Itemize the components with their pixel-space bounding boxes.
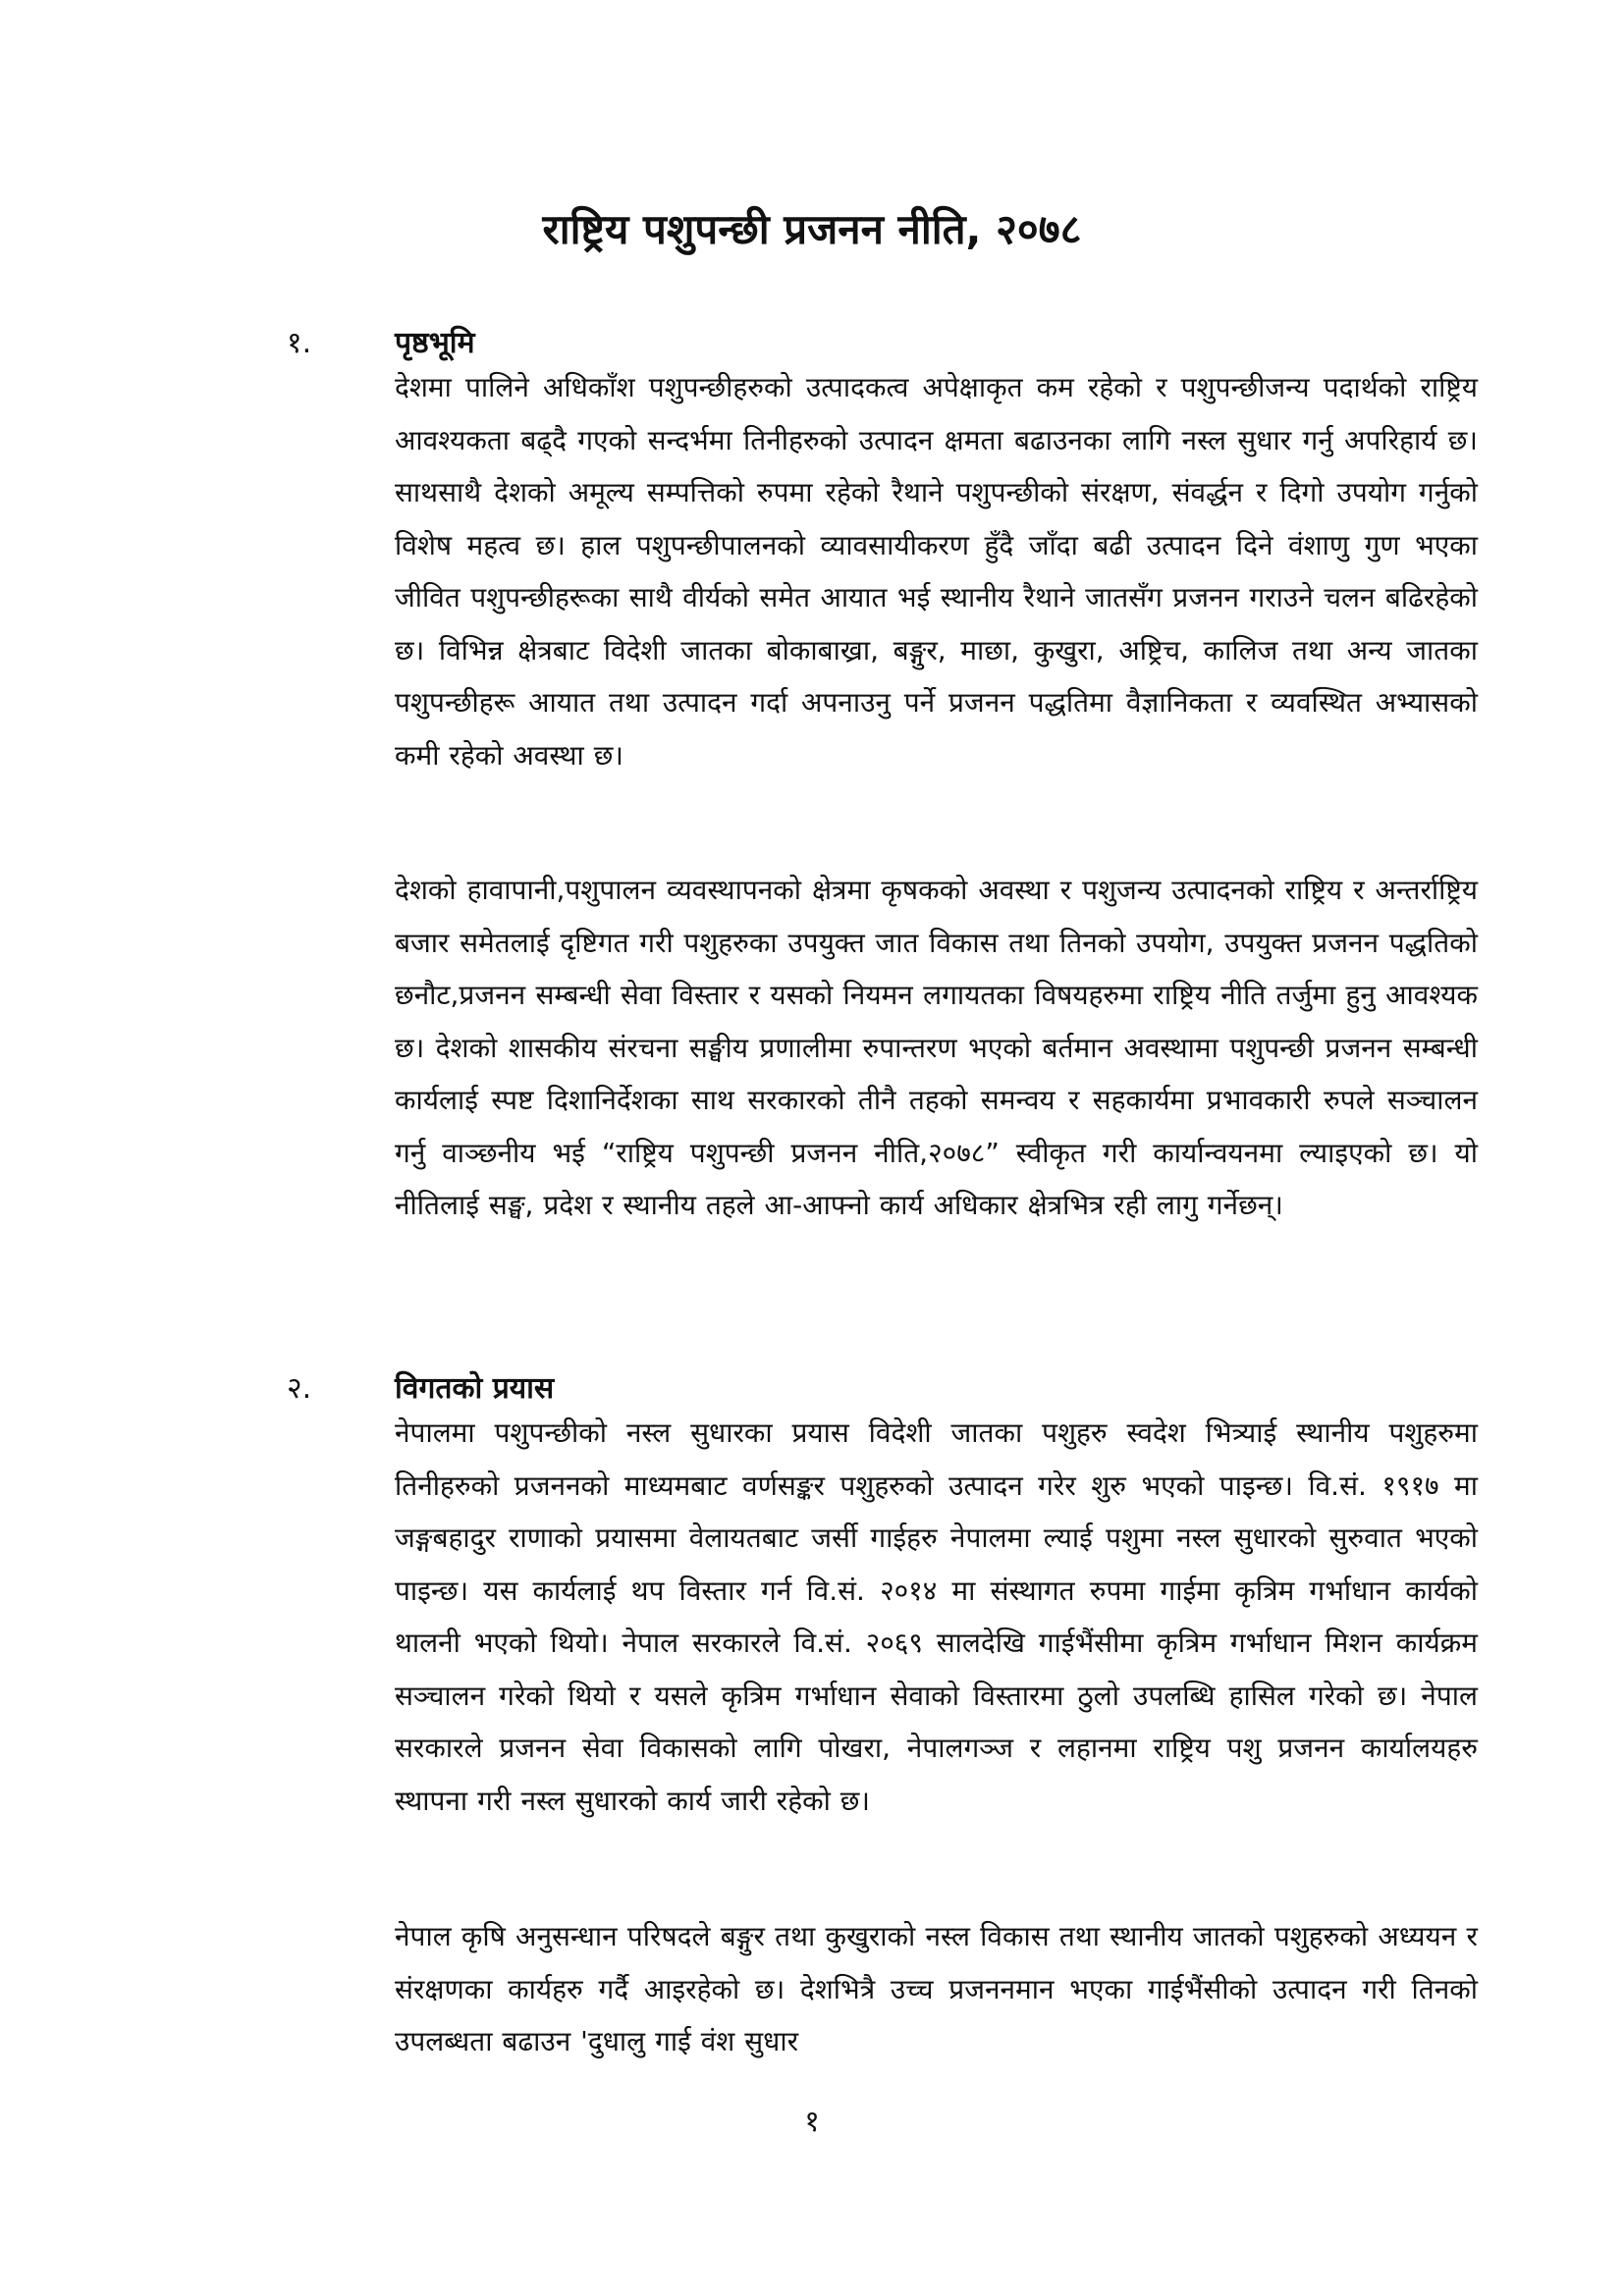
- page-number: १: [804, 2105, 820, 2139]
- paragraph: देशको हावापानी,पशुपालन व्यवस्थापनको क्षेत्रमा कृषकको अवस्था र पशुजन्य उत्पादनको राष्ट्रिय र अन्तर्राष्ट्रिय बजार समेतलाई दृष्टिगत गरी पशुहरुका उपयुक्त जात विकास तथा तिनको उपयोग, उपयुक्त प्रजनन पद्धतिको छनौट,प्रजनन सम्बन्धी सेवा विस्तार र यसको नियमन लगायतका विषयहरुमा राष्ट्रिय नीति तर्जुमा हुनु आवश्यक छ। देशको शासकीय संरचना सङ्घीय प्रणालीमा रुपान्तरण भएको बर्तमान अवस्थामा पशुपन्छी प्रजनन सम्बन्धी कार्यलाई स्पष्ट दिशानिर्देशका साथ सरकारको तीनै तहको समन्वय र सहकार्यमा प्रभावकारी रुपले सञ्चालन गर्नु वाञ्छनीय भई “राष्ट्रिय पशुपन्छी प्रजनन नीति,२०७८” स्वीकृत गरी कार्यान्वयनमा ल्याइएको छ। यो नीतिलाई सङ्घ, प्रदेश र स्थानीय तहले आ-आफ्नो कार्य अधिकार क्षेत्रभित्र रही लागु गर्नेछन्।: [395, 874, 1478, 1221]
- section-heading: विगतको प्रयास: [395, 1371, 555, 1406]
- paragraph: नेपाल कृषि अनुसन्धान परिषदले बङ्गुर तथा कुखुराको नस्ल विकास तथा स्थानीय जातको पशुहरुको अध्ययन र संरक्षणका कार्यहरु गर्दै आइरहेको छ। देशभित्रै उच्च प्रजननमान भएका गाईभैंसीको उत्पादन गरी तिनको उपलब्धता बढाउन 'दुधालु गाई वंश सुधार: [395, 1920, 1478, 2057]
- document-title: राष्ट्रिय पशुपन्छी प्रजनन नीति, २०७८: [542, 205, 1082, 253]
- section-heading: पृष्ठभूमि: [395, 326, 475, 360]
- paragraph: नेपालमा पशुपन्छीको नस्ल सुधारका प्रयास विदेशी जातका पशुहरु स्वदेश भित्र्याई स्थानीय पशुहरुमा तिनीहरुको प्रजननको माध्यमबाट वर्णसङ्कर पशुहरुको उत्पादन गरेर शुरु भएको पाइन्छ। वि.सं. १९१७ मा जङ्गबहादुर राणाको प्रयासमा वेलायतबाट जर्सी गाईहरु नेपालमा ल्याई पशुमा नस्ल सुधारको सुरुवात भएको पाइन्छ। यस कार्यलाई थप विस्तार गर्न वि.सं. २०१४ मा संस्थागत रुपमा गाईमा कृत्रिम गर्भाधान कार्यको थालनी भएको थियो। नेपाल सरकारले वि.सं. २०६९ सालदेखि गाईभैंसीमा कृत्रिम गर्भाधान मिशन कार्यक्रम सञ्चालन गरेको थियो र यसले कृत्रिम गर्भाधान सेवाको विस्तारमा ठुलो उपलब्धि हासिल गरेको छ। नेपाल सरकारले प्रजनन सेवा विकासको लागि पोखरा, नेपालगञ्ज र लहानमा राष्ट्रिय पशु प्रजनन कार्यालयहरु स्थापना गरी नस्ल सुधारको कार्य जारी रहेको छ।: [395, 1416, 1478, 1817]
- section-number: २.: [287, 1371, 312, 1406]
- paragraph: देशमा पालिने अधिकाँश पशुपन्छीहरुको उत्पादकत्व अपेक्षाकृत कम रहेको र पशुपन्छीजन्य पदार्थको राष्ट्रिय आवश्यकता बढ्दै गएको सन्दर्भमा तिनीहरुको उत्पादन क्षमता बढाउनका लागि नस्ल सुधार गर्नु अपरिहार्य छ। साथसाथै देशको अमूल्य सम्पत्तिको रुपमा रहेको रैथाने पशुपन्छीको संरक्षण, संवर्द्धन र दिगो उपयोग गर्नुको विशेष महत्व छ। हाल पशुपन्छीपालनको व्यावसायीकरण हुँदै जाँदा बढी उत्पादन दिने वंशाणु गुण भएका जीवित पशुपन्छीहरूका साथै वीर्यको समेत आयात भई स्थानीय रैथाने जातसँग प्रजनन गराउने चलन बढिरहेको छ। विभिन्न क्षेत्रबाट विदेशी जातका बोकाबाख्रा, बङ्गुर, माछा, कुखुरा, अष्ट्रिच, कालिज तथा अन्य जातका पशुपन्छीहरू आयात तथा उत्पादन गर्दा अपनाउनु पर्ने प्रजनन पद्धतिमा वैज्ञानिकता र व्यवस्थित अभ्यासको कमी रहेको अवस्था छ।: [395, 371, 1478, 772]
- section-number: १.: [287, 326, 312, 360]
